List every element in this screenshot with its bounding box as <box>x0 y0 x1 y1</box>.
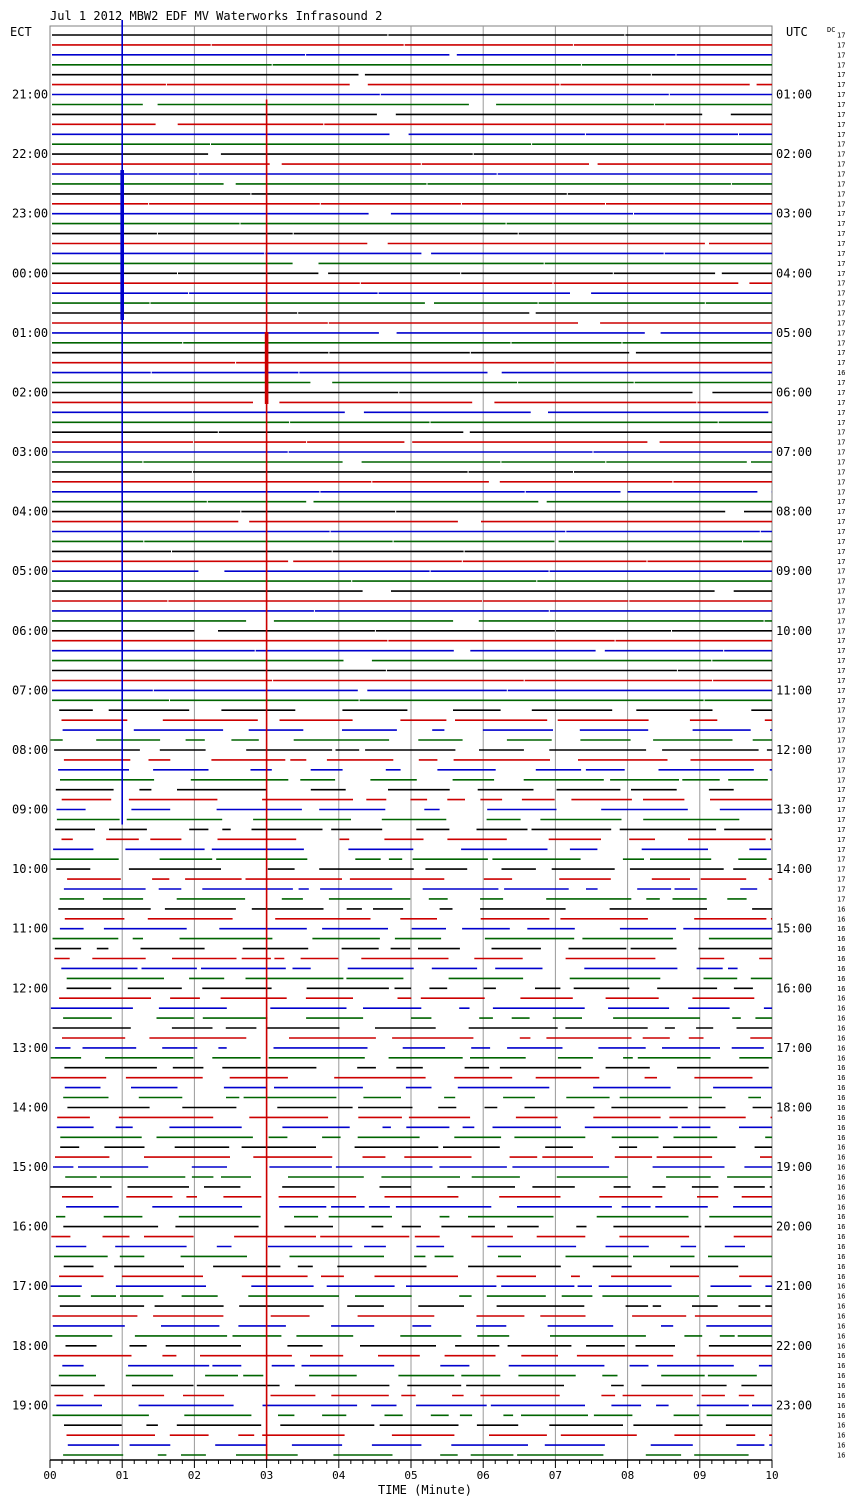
dc-offset-label: 16 <box>837 1213 846 1222</box>
dc-offset-label: 17 <box>837 299 846 308</box>
dc-offset-label: 16 <box>837 1252 846 1261</box>
dc-offset-label: 17 <box>837 736 846 745</box>
dc-offset-label: 17 <box>837 269 846 278</box>
dc-offset-label: 17 <box>837 885 846 894</box>
dc-offset-label: 17 <box>837 796 846 805</box>
dc-offset-label: 17 <box>837 527 846 536</box>
dc-offset-label: 16 <box>837 1064 846 1073</box>
left-hour-label: 10:00 <box>12 862 49 877</box>
dc-offset-label: 17 <box>837 498 846 507</box>
dc-offset-label: 16 <box>837 1242 846 1251</box>
dc-offset-label: 17 <box>837 667 846 676</box>
dc-offset-label: 17 <box>837 180 846 189</box>
left-hour-label: 11:00 <box>12 921 49 936</box>
dc-offset-label: 17 <box>837 845 846 854</box>
dc-offset-label: 16 <box>837 1223 846 1232</box>
x-tick-label: 05 <box>404 1469 418 1482</box>
left-hour-label: 14:00 <box>12 1100 49 1115</box>
dc-offset-label: 17 <box>837 170 846 179</box>
dc-offset-label: 17 <box>837 696 846 705</box>
chart-title: Jul 1 2012 MBW2 EDF MV Waterworks Infrasound 2 <box>50 9 383 23</box>
dc-offset-label: 16 <box>837 1163 846 1172</box>
dc-offset-label: 16 <box>837 1332 846 1341</box>
dc-offset-label: 17 <box>837 657 846 666</box>
right-hour-label: 20:00 <box>776 1219 813 1234</box>
left-axis-label: ECT <box>10 25 32 39</box>
right-axis-label: UTC <box>786 25 808 39</box>
dc-offset-label: 17 <box>837 210 846 219</box>
dc-offset-label: 17 <box>837 398 846 407</box>
dc-offset-label: 17 <box>837 567 846 576</box>
dc-offset-label: 17 <box>837 200 846 209</box>
dc-offset-label: 16 <box>837 1451 846 1460</box>
left-hour-label: 08:00 <box>12 742 49 757</box>
dc-offset-label: 16 <box>837 974 846 983</box>
left-hour-label: 15:00 <box>12 1160 49 1175</box>
dc-offset-label: 16 <box>837 1113 846 1122</box>
dc-offset-label: 17 <box>837 468 846 477</box>
dc-offset-label: 17 <box>837 31 846 40</box>
right-hour-label: 22:00 <box>776 1338 813 1353</box>
left-hour-label: 22:00 <box>12 147 49 162</box>
dc-offset-label: 17 <box>837 637 846 646</box>
dc-offset-label: 17 <box>837 855 846 864</box>
dc-offset-label: 17 <box>837 438 846 447</box>
dc-offset-label: 17 <box>837 349 846 358</box>
left-hour-label: 05:00 <box>12 564 49 579</box>
dc-offset-label: 17 <box>837 686 846 695</box>
dc-offset-label: 17 <box>837 617 846 626</box>
dc-offset-label: 16 <box>837 1153 846 1162</box>
dc-offset-label: 17 <box>837 359 846 368</box>
dc-offset-label: 17 <box>837 746 846 755</box>
right-hour-label: 09:00 <box>776 564 813 579</box>
dc-offset-label: 16 <box>837 1272 846 1281</box>
dc-offset-label: 16 <box>837 1441 846 1450</box>
dc-offset-label: 17 <box>837 259 846 268</box>
dc-offset-label: 17 <box>837 557 846 566</box>
right-hour-label: 21:00 <box>776 1279 813 1294</box>
dc-offset-label: 16 <box>837 935 846 944</box>
left-hour-label: 09:00 <box>12 802 49 817</box>
dc-offset-label: 17 <box>837 249 846 258</box>
dc-offset-label: 16 <box>837 1233 846 1242</box>
right-hour-label: 08:00 <box>776 504 813 519</box>
dc-offset-label: 16 <box>837 1084 846 1093</box>
dc-offset-label: 16 <box>837 1431 846 1440</box>
dc-offset-label: 17 <box>837 825 846 834</box>
dc-offset-label: 17 <box>837 756 846 765</box>
dc-offset-label: 17 <box>837 478 846 487</box>
dc-offset-label: 17 <box>837 537 846 546</box>
x-tick-label: 02 <box>187 1469 202 1482</box>
dc-offset-label: 17 <box>837 766 846 775</box>
dc-offset-label: 17 <box>837 547 846 556</box>
right-hour-label: 07:00 <box>776 445 813 460</box>
dc-offset-label: 17 <box>837 329 846 338</box>
right-hour-label: 02:00 <box>776 147 813 162</box>
dc-label: DC <box>827 26 836 34</box>
dc-offset-label: 17 <box>837 289 846 298</box>
dc-offset-label: 17 <box>837 150 846 159</box>
x-tick-label: 08 <box>620 1469 635 1482</box>
right-hour-label: 03:00 <box>776 206 813 221</box>
dc-offset-label: 17 <box>837 408 846 417</box>
left-hour-label: 16:00 <box>12 1219 49 1234</box>
right-hour-label: 15:00 <box>776 921 813 936</box>
left-hour-label: 18:00 <box>12 1338 49 1353</box>
event-burst-red <box>265 332 269 404</box>
dc-offset-label: 17 <box>837 61 846 70</box>
dc-offset-label: 16 <box>837 1014 846 1023</box>
x-tick-label: 06 <box>476 1469 490 1482</box>
dc-offset-label: 16 <box>837 1183 846 1192</box>
dc-offset-label: 17 <box>837 388 846 397</box>
dc-offset-label: 16 <box>837 1103 846 1112</box>
dc-offset-label: 16 <box>837 1382 846 1391</box>
dc-offset-label: 17 <box>837 815 846 824</box>
left-hour-label: 01:00 <box>12 325 49 340</box>
dc-offset-label: 17 <box>837 577 846 586</box>
dc-offset-label: 16 <box>837 1322 846 1331</box>
left-hour-label: 21:00 <box>12 87 49 102</box>
dc-offset-label: 16 <box>837 1143 846 1152</box>
dc-offset-label: 17 <box>837 309 846 318</box>
x-tick-label: 01 <box>115 1469 129 1482</box>
dc-offset-label: 16 <box>837 1262 846 1271</box>
right-hour-label: 19:00 <box>776 1160 813 1175</box>
x-tick-label: 09 <box>693 1469 707 1482</box>
right-hour-label: 11:00 <box>776 683 813 698</box>
dc-offset-label: 16 <box>837 1411 846 1420</box>
left-hour-label: 06:00 <box>12 623 49 638</box>
dc-offset-label: 17 <box>837 835 846 844</box>
dc-offset-label: 16 <box>837 1352 846 1361</box>
dc-offset-label: 17 <box>837 428 846 437</box>
dc-offset-label: 17 <box>837 120 846 129</box>
dc-offset-label: 16 <box>837 1302 846 1311</box>
left-hour-label: 23:00 <box>12 206 49 221</box>
dc-offset-label: 17 <box>837 81 846 90</box>
minute-gridlines <box>50 26 772 1460</box>
dc-offset-label: 17 <box>837 726 846 735</box>
dc-offset-label: 16 <box>837 955 846 964</box>
right-hour-label: 04:00 <box>776 266 813 281</box>
dc-offset-label: 16 <box>837 1123 846 1132</box>
dc-offset-label: 17 <box>837 160 846 169</box>
dc-offset-label: 16 <box>837 1193 846 1202</box>
dc-offset-label: 16 <box>837 1312 846 1321</box>
dc-offset-label: 17 <box>837 706 846 715</box>
dc-offset-label: 17 <box>837 607 846 616</box>
dc-offset-label: 16 <box>837 1203 846 1212</box>
right-hour-label: 13:00 <box>776 802 813 817</box>
dc-offset-label: 16 <box>837 1024 846 1033</box>
dc-offset-label: 16 <box>837 1004 846 1013</box>
dc-offset-label: 16 <box>837 1282 846 1291</box>
dc-offset-label: 17 <box>837 806 846 815</box>
dc-offset-label: 16 <box>837 964 846 973</box>
left-hour-label: 07:00 <box>12 683 49 698</box>
right-hour-label: 10:00 <box>776 623 813 638</box>
dc-offset-label: 16 <box>837 1034 846 1043</box>
right-hour-label: 16:00 <box>776 981 813 996</box>
right-hour-label: 14:00 <box>776 862 813 877</box>
dc-offset-label: 17 <box>837 448 846 457</box>
x-tick-label: 00 <box>43 1469 57 1482</box>
dc-offset-label: 17 <box>837 786 846 795</box>
left-hour-label: 03:00 <box>12 445 49 460</box>
dc-offset-label: 17 <box>837 895 846 904</box>
dc-offset-label: 16 <box>837 1044 846 1053</box>
x-axis-title: TIME (Minute) <box>378 1483 472 1497</box>
dc-offset-label: 17 <box>837 71 846 80</box>
dc-offset-label: 17 <box>837 41 846 50</box>
left-hour-label: 00:00 <box>12 266 49 281</box>
x-tick-label: 07 <box>548 1469 563 1482</box>
dc-offset-label: 17 <box>837 51 846 60</box>
dc-offset-label: 16 <box>837 945 846 954</box>
dc-offset-label: 16 <box>837 1421 846 1430</box>
dc-offset-label: 17 <box>837 865 846 874</box>
axis-labels <box>10 9 845 1497</box>
dc-offset-label: 17 <box>837 518 846 527</box>
right-hour-label: 12:00 <box>776 742 813 757</box>
dc-offset-label: 17 <box>837 597 846 606</box>
dc-offset-label: 16 <box>837 1372 846 1381</box>
right-hour-label: 05:00 <box>776 325 813 340</box>
dc-offset-label: 17 <box>837 508 846 517</box>
dc-offset-label: 17 <box>837 379 846 388</box>
dc-offset-label: 17 <box>837 319 846 328</box>
dc-offset-label: 16 <box>837 925 846 934</box>
dc-offset-label: 17 <box>837 875 846 884</box>
dc-offset-label: 17 <box>837 190 846 199</box>
event-burst-blue <box>120 170 124 320</box>
x-tick-label: 04 <box>332 1469 346 1482</box>
dc-offset-label: 16 <box>837 1173 846 1182</box>
dc-offset-label: 16 <box>837 1074 846 1083</box>
dc-offset-label: 16 <box>837 1054 846 1063</box>
dc-offset-label: 17 <box>837 140 846 149</box>
dc-offset-label: 16 <box>837 1391 846 1400</box>
dc-offset-label: 17 <box>837 230 846 239</box>
right-hour-label: 23:00 <box>776 1398 813 1413</box>
dc-offset-label: 16 <box>837 1133 846 1142</box>
right-hour-label: 17:00 <box>776 1040 813 1055</box>
dc-offset-label: 16 <box>837 1401 846 1410</box>
dc-offset-label: 17 <box>837 418 846 427</box>
dc-offset-label: 16 <box>837 1094 846 1103</box>
dc-offset-label: 17 <box>837 91 846 100</box>
left-hour-label: 02:00 <box>12 385 49 400</box>
dc-offset-label: 17 <box>837 240 846 249</box>
dc-offset-label: 16 <box>837 1362 846 1371</box>
dc-offset-label: 17 <box>837 716 846 725</box>
right-hour-label: 01:00 <box>776 87 813 102</box>
dc-offset-label: 16 <box>837 984 846 993</box>
dc-offset-label: 17 <box>837 458 846 467</box>
dc-offset-label: 17 <box>837 339 846 348</box>
left-hour-label: 19:00 <box>12 1398 49 1413</box>
dc-offset-label: 16 <box>837 905 846 914</box>
dc-offset-label: 17 <box>837 100 846 109</box>
dc-offset-label: 17 <box>837 488 846 497</box>
dc-offset-label: 17 <box>837 647 846 656</box>
dc-offset-label: 17 <box>837 279 846 288</box>
dc-offset-label: 16 <box>837 994 846 1003</box>
right-hour-label: 18:00 <box>776 1100 813 1115</box>
dc-offset-label: 17 <box>837 130 846 139</box>
x-tick-label: 10 <box>765 1469 779 1482</box>
dc-offset-label: 16 <box>837 1292 846 1301</box>
dc-offset-label: 16 <box>837 915 846 924</box>
left-hour-label: 17:00 <box>12 1279 49 1294</box>
dc-offset-label: 17 <box>837 110 846 119</box>
x-tick-label: 03 <box>259 1469 274 1482</box>
dc-offset-label: 17 <box>837 220 846 229</box>
dc-offset-label: 16 <box>837 1342 846 1351</box>
left-hour-label: 04:00 <box>12 504 49 519</box>
right-hour-label: 06:00 <box>776 385 813 400</box>
dc-offset-label: 17 <box>837 627 846 636</box>
dc-offset-label: 16 <box>837 369 846 378</box>
dc-offset-label: 17 <box>837 676 846 685</box>
left-hour-label: 12:00 <box>12 981 49 996</box>
dc-offset-label: 17 <box>837 587 846 596</box>
dc-offset-label: 17 <box>837 776 846 785</box>
left-hour-label: 13:00 <box>12 1040 49 1055</box>
